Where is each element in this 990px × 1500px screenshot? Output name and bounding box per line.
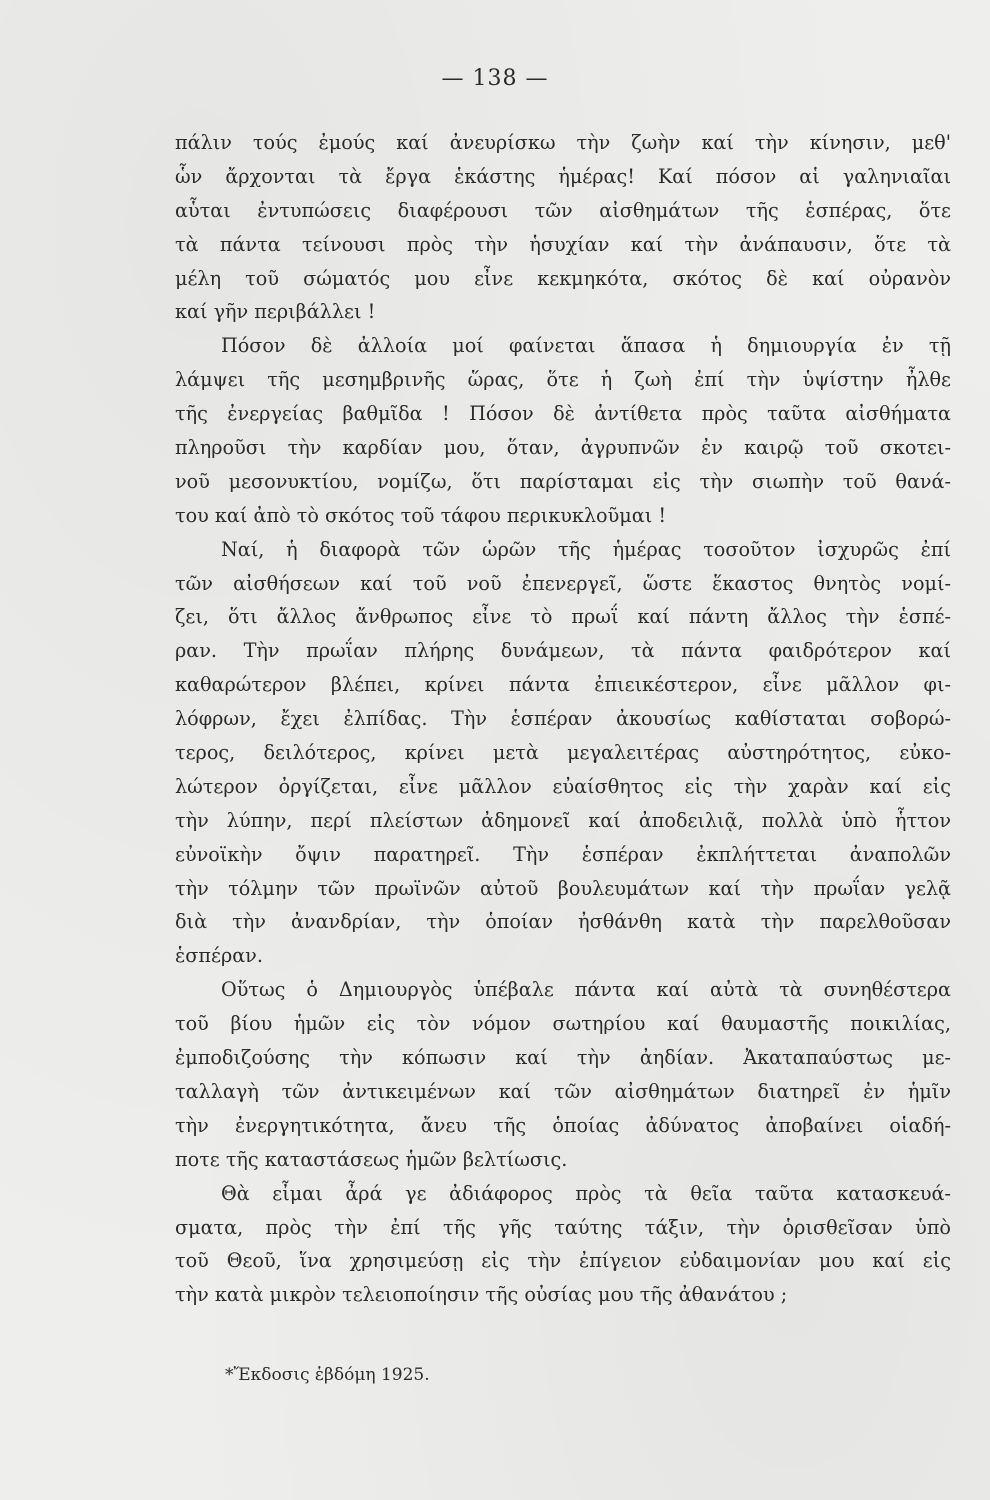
footnote: *Ἔκδοσις ἑβδόμη 1925.: [225, 1365, 430, 1385]
text-line: Ναί, ἡ διαφορὰ τῶν ὡρῶν τῆς ἡμέρας τοσοῦτον ἰσχυρῶς ἐπί: [221, 537, 951, 561]
text-line: Θὰ εἶμαι ἆρά γε ἀδιάφορος πρὸς τὰ θεῖα ταῦτα κατασκευά-: [221, 1181, 951, 1205]
text-line: εὐνοϊκὴν ὄψιν παρατηρεῖ. Τὴν ἑσπέραν ἐκπλήττεται ἀναπολῶν: [175, 842, 951, 866]
text-line: ταλλαγὴ τῶν ἀντικειμένων καί τῶν αἰσθημάτων διατηρεῖ ἐν ἡμῖν: [175, 1079, 951, 1103]
text-line: του καί ἀπὸ τὸ σκότος τοῦ τάφου περικυκλοῦμαι !: [175, 503, 667, 527]
text-line: ὧν ἄρχονται τὰ ἔργα ἑκάστης ἡμέρας! Καί πόσον αἱ γαληνιαῖαι: [175, 164, 951, 188]
text-line: ζει, ὅτι ἄλλος ἄνθρωπος εἶνε τὸ πρωΐ καί πάντη ἄλλος τὴν ἑσπέ-: [175, 605, 951, 629]
text-line: τοῦ βίου ἡμῶν εἰς τὸν νόμον σωτηρίου καί θαυμαστῆς ποικιλίας,: [175, 1012, 951, 1036]
text-line: αὗται ἐντυπώσεις διαφέρουσι τῶν αἰσθημάτων τῆς ἑσπέρας, ὅτε: [175, 198, 951, 222]
text-line: πληροῦσι τὴν καρδίαν μου, ὅταν, ἀγρυπνῶν ἐν καιρῷ τοῦ σκοτει-: [175, 436, 951, 460]
text-line: τερος, δειλότερος, κρίνει μετὰ μεγαλειτέρας αὐστηρότητος, εὐκο-: [175, 741, 951, 765]
text-line: νοῦ μεσονυκτίου, νομίζω, ὅτι παρίσταμαι εἰς τὴν σιωπὴν τοῦ θανά-: [175, 469, 951, 493]
text-line: τῆς ἐνεργείας βαθμῖδα ! Πόσον δὲ ἀντίθετα πρὸς ταῦτα αἰσθήματα: [175, 402, 951, 426]
text-line: λώτερον ὀργίζεται, εἶνε μᾶλλον εὐαίσθητος εἰς τὴν χαρὰν καί εἰς: [175, 774, 951, 798]
text-line: μέλη τοῦ σώματός μου εἶνε κεκμηκότα, σκότος δὲ καί οὐρανὸν: [175, 266, 951, 290]
text-line: ραν. Τὴν πρωΐαν πλήρης δυνάμεων, τὰ πάντα φαιδρότερον καί: [175, 639, 951, 663]
text-line: Πόσον δὲ ἀλλοία μοί φαίνεται ἅπασα ἡ δημιουργία ἐν τῇ: [221, 334, 951, 358]
text-line: σματα, πρὸς τὴν ἐπί τῆς γῆς ταύτης τάξιν, τὴν ὁρισθεῖσαν ὑπὸ: [175, 1215, 951, 1239]
text-line: τῶν αἰσθήσεων καί τοῦ νοῦ ἐπενεργεῖ, ὥστε ἕκαστος θνητὸς νομί-: [175, 571, 951, 595]
text-line: ἑσπέραν.: [175, 944, 263, 968]
text-line: τὴν κατὰ μικρὸν τελειοποίησιν τῆς οὐσίας μου τῆς ἀθανάτου ;: [175, 1283, 788, 1307]
text-line: τὴν λύπην, περί πλείστων ἀδημονεῖ καί ἀποδειλιᾷ, πολλὰ ὑπὸ ἧττον: [175, 808, 951, 832]
text-line: τὴν τόλμην τῶν πρωϊνῶν αὐτοῦ βουλευμάτων καί τὴν πρωΐαν γελᾷ: [175, 876, 951, 900]
text-line: λόφρων, ἔχει ἐλπίδας. Τὴν ἑσπέραν ἀκουσίως καθίσταται σοβορώ-: [175, 707, 951, 731]
text-line: διὰ τὴν ἀνανδρίαν, τὴν ὁποίαν ἠσθάνθη κατὰ τὴν παρελθοῦσαν: [175, 910, 951, 934]
text-line: πάλιν τούς ἐμούς καί ἀνευρίσκω τὴν ζωὴν καί τὴν κίνησιν, μεθ': [175, 131, 951, 154]
text-line: τὰ πάντα τείνουσι πρὸς τὴν ἡσυχίαν καί τὴν ἀνάπαυσιν, ὅτε τὰ: [175, 232, 951, 256]
text-line: καθαρώτερον βλέπει, κρίνει πάντα ἐπιεικέστερον, εἶνε μᾶλλον φι-: [175, 673, 951, 697]
text-line: ποτε τῆς καταστάσεως ἡμῶν βελτίωσις.: [175, 1147, 568, 1171]
text-line: λάμψει τῆς μεσημβρινῆς ὥρας, ὅτε ἡ ζωὴ ἐπί τὴν ὑψίστην ἦλθε: [175, 368, 951, 392]
text-line: ἐμποδιζούσης τὴν κόπωσιν καί τὴν ἀηδίαν. Ἀκαταπαύστως με-: [175, 1046, 951, 1070]
text-line: τοῦ Θεοῦ, ἵνα χρησιμεύσῃ εἰς τὴν ἐπίγειον εὐδαιμονίαν μου καί εἰς: [175, 1249, 951, 1273]
page-number: — 138 —: [441, 66, 549, 91]
text-line: τὴν ἐνεργητικότητα, ἄνευ τῆς ὁποίας ἀδύνατος ἀποβαίνει οἱαδή-: [175, 1113, 951, 1137]
text-line: Οὕτως ὁ Δημιουργὸς ὑπέβαλε πάντα καί αὐτὰ τὰ συνηθέστερα: [221, 978, 951, 1002]
text-line: καί γῆν περιβάλλει !: [175, 300, 376, 324]
body-text: [175, 126, 951, 1312]
